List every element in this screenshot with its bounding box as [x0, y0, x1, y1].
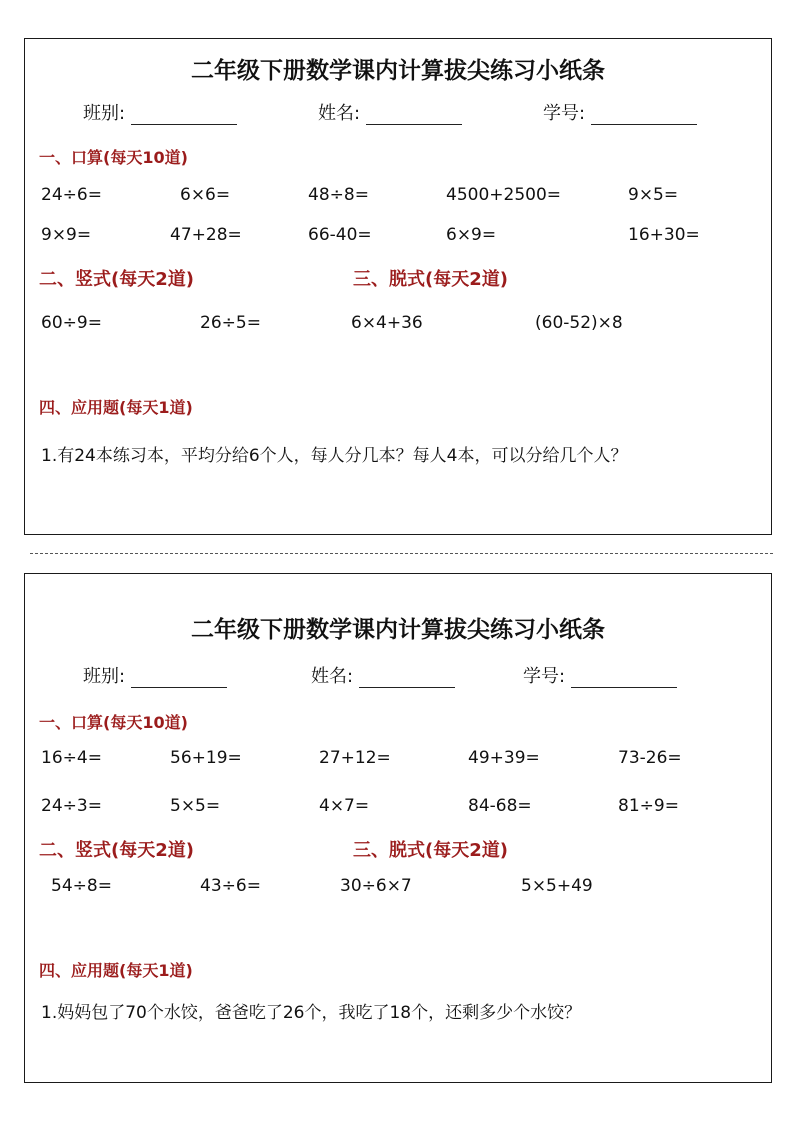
- section-word-problem-heading: 四、应用题(每天1道): [39, 398, 193, 417]
- section-vertical-heading: 二、竖式(每天2道): [39, 840, 194, 861]
- sheet-title: 二年级下册数学课内计算拔尖练习小纸条: [191, 58, 605, 84]
- oral-question: 24÷3=: [41, 796, 102, 816]
- oral-question: 6×6=: [180, 185, 231, 205]
- word-problem: 1.有24本练习本，平均分给6个人，每人分几本？每人4本，可以分给几个人？: [41, 446, 628, 466]
- name-label: 姓名:: [318, 103, 361, 124]
- oral-question: 73-26=: [618, 748, 682, 768]
- practice-sheet-2: [24, 573, 772, 1083]
- name-label: 姓名:: [311, 666, 354, 687]
- cut-line-divider: [30, 553, 773, 554]
- id-field: [543, 99, 697, 125]
- class-blank[interactable]: [131, 124, 237, 125]
- word-problem: 1.妈妈包了70个水饺，爸爸吃了26个，我吃了18个，还剩多少个水饺？: [41, 1003, 582, 1023]
- section-stepwise-heading: 三、脱式(每天2道): [353, 269, 508, 290]
- calc-question: 6×4+36: [351, 313, 423, 333]
- section-oral-heading: 一、口算(每天10道): [39, 713, 188, 732]
- oral-question: 27+12=: [319, 748, 391, 768]
- class-label: 班别:: [83, 103, 126, 124]
- calc-question: 43÷6=: [200, 876, 261, 896]
- class-label: 班别:: [83, 666, 126, 687]
- section-word-problem-heading: 四、应用题(每天1道): [39, 961, 193, 980]
- oral-question: 5×5=: [170, 796, 221, 816]
- oral-question: 56+19=: [170, 748, 242, 768]
- name-blank[interactable]: [366, 124, 462, 125]
- oral-question: 9×9=: [41, 225, 92, 245]
- oral-question: 4500+2500=: [446, 185, 562, 205]
- name-field: [311, 662, 455, 688]
- calc-question: 5×5+49: [521, 876, 593, 896]
- practice-sheet-1: [24, 38, 772, 535]
- oral-question: 47+28=: [170, 225, 242, 245]
- section-vertical-heading: 二、竖式(每天2道): [39, 269, 194, 290]
- class-field: [83, 99, 237, 125]
- calc-question: 26÷5=: [200, 313, 261, 333]
- class-field: [83, 662, 227, 688]
- oral-question: 9×5=: [628, 185, 679, 205]
- class-blank[interactable]: [131, 687, 227, 688]
- oral-question: 81÷9=: [618, 796, 679, 816]
- oral-question: 6×9=: [446, 225, 497, 245]
- calc-question: 30÷6×7: [340, 876, 412, 896]
- name-field: [318, 99, 462, 125]
- oral-question: 66-40=: [308, 225, 372, 245]
- calc-question: 60÷9=: [41, 313, 102, 333]
- calc-question: 54÷8=: [51, 876, 112, 896]
- id-field: [523, 662, 677, 688]
- calc-question: (60-52)×8: [535, 313, 623, 333]
- id-blank[interactable]: [571, 687, 677, 688]
- oral-question: 84-68=: [468, 796, 532, 816]
- sheet-title: 二年级下册数学课内计算拔尖练习小纸条: [191, 617, 605, 643]
- oral-question: 16÷4=: [41, 748, 102, 768]
- oral-question: 49+39=: [468, 748, 540, 768]
- oral-question: 4×7=: [319, 796, 370, 816]
- id-blank[interactable]: [591, 124, 697, 125]
- id-label: 学号:: [523, 666, 566, 687]
- section-oral-heading: 一、口算(每天10道): [39, 148, 188, 167]
- id-label: 学号:: [543, 103, 586, 124]
- oral-question: 24÷6=: [41, 185, 102, 205]
- oral-question: 48÷8=: [308, 185, 369, 205]
- name-blank[interactable]: [359, 687, 455, 688]
- oral-question: 16+30=: [628, 225, 700, 245]
- section-stepwise-heading: 三、脱式(每天2道): [353, 840, 508, 861]
